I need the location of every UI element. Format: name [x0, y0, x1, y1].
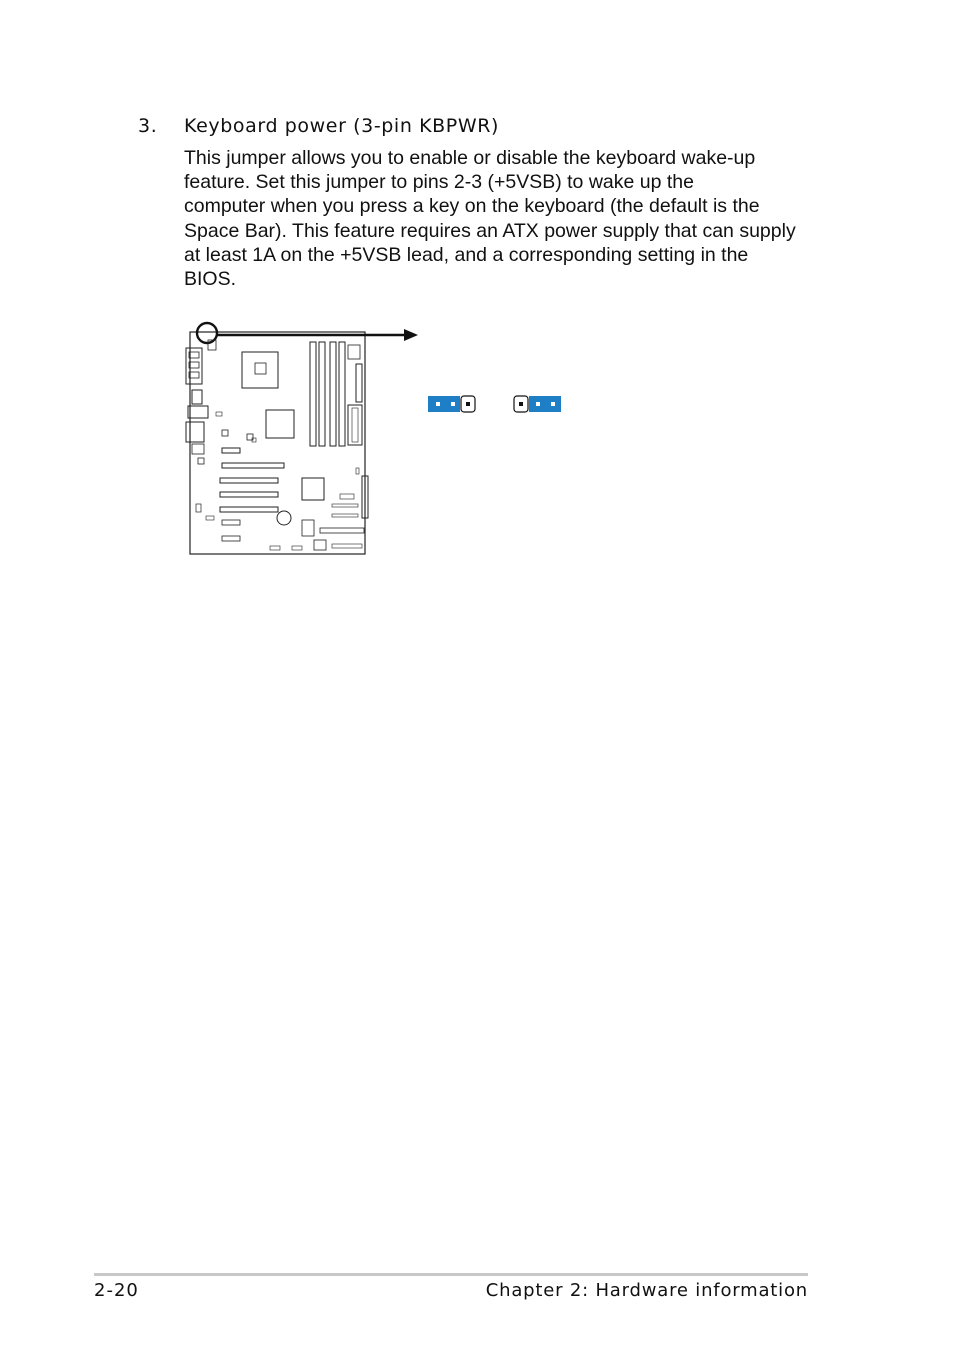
dimm-slot-4: [339, 342, 345, 446]
jumper-setting-pins-1-2: [428, 396, 475, 412]
southbridge: [302, 478, 324, 500]
cpu-socket: [242, 352, 278, 388]
section-heading: [138, 115, 499, 137]
section-body: This jumper allows you to enable or disable the keyboard wake-up feature. Set this jumper to pins 2-3 (+5VSB) to wake up the computer when you press a key on the keyboard (the default is the Space Bar). This feature requires an ATX power supply that can supply at least 1A on the +5VSB lead, and a corresponding setting in the BIOS.: [184, 147, 796, 291]
jumper-cap: [529, 396, 561, 412]
atx-power: [356, 364, 362, 402]
battery: [277, 511, 291, 525]
io-port-b: [188, 406, 208, 418]
section-number: 3.: [138, 115, 158, 137]
dimm-slot-2: [319, 342, 325, 446]
footer-rule: [94, 1273, 808, 1276]
kbpwr-location-diagram: [180, 318, 580, 568]
dimm-slot-3: [330, 342, 336, 446]
chapter-title: Chapter 2: Hardware information: [485, 1280, 808, 1301]
section-title: Keyboard power (3-pin KBPWR): [184, 115, 500, 137]
jumper-setting-pins-2-3: [514, 396, 561, 412]
expansion-slot-3: [220, 492, 278, 497]
expansion-slot-1: [222, 463, 284, 468]
northbridge: [266, 410, 294, 438]
expansion-slot-2: [220, 478, 278, 483]
io-port-c: [186, 422, 204, 442]
io-ps2: [186, 348, 202, 384]
pointer-arrowhead: [404, 329, 418, 341]
dimm-slot-1: [310, 342, 316, 446]
io-port-a: [192, 390, 202, 404]
jumper-cap: [428, 396, 460, 412]
expansion-slot-4: [220, 507, 278, 512]
expansion-slot-short: [222, 448, 240, 453]
page-number: 2-20: [94, 1280, 139, 1301]
